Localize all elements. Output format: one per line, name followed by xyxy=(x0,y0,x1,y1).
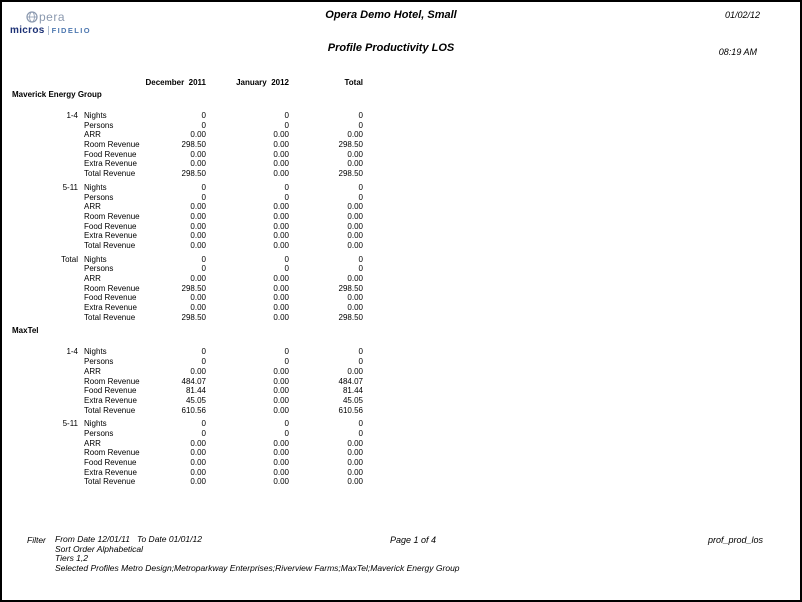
metric-label: Extra Revenue xyxy=(84,303,137,313)
metric-row xyxy=(2,477,367,487)
metric-value: 0.00 xyxy=(273,283,289,293)
metric-label: Persons xyxy=(84,428,114,438)
tier-label xyxy=(2,231,78,241)
metric-value: 0.00 xyxy=(273,395,289,405)
metric-row xyxy=(2,448,367,458)
tier-label xyxy=(2,169,78,179)
metric-value: 0 xyxy=(358,428,363,438)
metric-row xyxy=(2,347,367,357)
metric-label: Nights xyxy=(84,347,107,357)
metric-label: Room Revenue xyxy=(84,448,140,458)
metric-row xyxy=(2,419,367,429)
column-headers xyxy=(2,78,367,90)
filter-line: Selected Profiles Metro Design;Metroparkway Enterprises;Riverview Farms;MaxTel;Maverick Energy Group xyxy=(55,562,460,573)
metric-value: 0 xyxy=(201,120,206,130)
metric-value: 0.00 xyxy=(273,274,289,283)
metric-label: Nights xyxy=(84,419,107,429)
tier-block xyxy=(2,347,367,415)
metric-value: 0.00 xyxy=(190,458,206,467)
metric-row xyxy=(2,140,367,150)
group-block xyxy=(2,326,367,487)
metric-value: 0.00 xyxy=(347,303,363,313)
metric-row xyxy=(2,255,367,265)
metric-label: Nights xyxy=(84,254,107,264)
metric-row xyxy=(2,303,367,313)
metric-value: 298.50 xyxy=(338,312,363,322)
metric-label: Extra Revenue xyxy=(84,231,137,241)
group-block xyxy=(2,90,367,322)
report-code: prof_prod_los xyxy=(707,535,763,545)
metric-value: 0.00 xyxy=(273,130,289,140)
tier-label xyxy=(2,458,78,468)
filter-line: From Date 12/01/11 To Date 01/01/12 xyxy=(55,534,202,544)
metric-label: ARR xyxy=(84,130,101,140)
metric-value: 0.00 xyxy=(347,221,363,231)
metric-row xyxy=(2,293,367,303)
metric-label: Total Revenue xyxy=(84,169,136,179)
metric-value: 298.50 xyxy=(338,140,363,150)
tier-label xyxy=(2,241,78,251)
metric-value: 0.00 xyxy=(190,366,206,376)
metric-row xyxy=(2,193,367,203)
metric-value: 0.00 xyxy=(347,458,363,467)
metric-value: 0.00 xyxy=(190,231,206,241)
metric-value: 298.50 xyxy=(181,169,206,179)
metric-value: 0 xyxy=(201,182,206,192)
metric-value: 45.05 xyxy=(185,395,206,405)
metric-value: 0 xyxy=(358,254,363,264)
metric-row xyxy=(2,367,367,377)
metric-value: 0.00 xyxy=(273,202,289,212)
metric-value: 610.56 xyxy=(181,405,206,415)
metric-value: 0.00 xyxy=(273,221,289,231)
metric-value: 484.07 xyxy=(181,376,206,386)
column-header-month-2: January 2012 xyxy=(236,78,289,87)
metric-value: 610.56 xyxy=(338,405,363,415)
group-name: Maverick Energy Group xyxy=(12,90,102,99)
metric-value: 0.00 xyxy=(347,477,363,487)
tier-label xyxy=(2,140,78,150)
logo-divider xyxy=(48,26,49,35)
metric-value: 0.00 xyxy=(273,405,289,415)
tier-label xyxy=(2,477,78,487)
metric-row xyxy=(2,241,367,251)
metric-value: 0.00 xyxy=(347,159,363,169)
metric-value: 0.00 xyxy=(190,240,206,250)
metric-label: Food Revenue xyxy=(84,293,137,303)
tier-label xyxy=(2,448,78,458)
metric-row xyxy=(2,313,367,323)
metric-value: 0.00 xyxy=(273,438,289,448)
metric-value: 0 xyxy=(284,419,289,429)
metric-value: 0 xyxy=(201,357,206,367)
tier-label: 1-4 xyxy=(66,111,78,120)
report-table xyxy=(2,78,367,491)
metric-label: ARR xyxy=(84,274,101,283)
metric-value: 0 xyxy=(201,419,206,429)
opera-wordmark: pera xyxy=(39,10,66,24)
tier-label: 5-11 xyxy=(62,419,78,429)
tier-label xyxy=(2,468,78,478)
metric-value: 45.05 xyxy=(342,395,363,405)
metric-label: Extra Revenue xyxy=(84,395,137,405)
metric-value: 0 xyxy=(201,192,206,202)
metric-value: 0.00 xyxy=(347,149,363,159)
metric-label: Room Revenue xyxy=(84,376,140,386)
report-date: 01/02/12 xyxy=(724,10,760,20)
filter-line: Sort Order Alphabetical xyxy=(55,543,144,554)
metric-value: 0 xyxy=(201,254,206,264)
metric-value: 0 xyxy=(284,111,289,120)
tier-block xyxy=(2,255,367,323)
metric-value: 0.00 xyxy=(347,438,363,448)
metric-value: 0.00 xyxy=(190,202,206,212)
metric-row xyxy=(2,159,367,169)
metric-label: Nights xyxy=(84,182,107,192)
metric-value: 0 xyxy=(358,111,363,120)
filter-line: Tiers 1,2 xyxy=(55,553,88,563)
metric-value: 0.00 xyxy=(347,274,363,283)
metric-label: Nights xyxy=(84,111,107,120)
metric-value: 0.00 xyxy=(273,149,289,159)
tier-label xyxy=(2,303,78,313)
metric-value: 0.00 xyxy=(273,211,289,221)
metric-value: 0.00 xyxy=(273,159,289,169)
metric-label: Room Revenue xyxy=(84,211,140,221)
metric-value: 0 xyxy=(358,357,363,367)
metric-value: 0.00 xyxy=(190,130,206,140)
metric-value: 0.00 xyxy=(190,448,206,458)
tier-label xyxy=(2,222,78,232)
metric-value: 298.50 xyxy=(181,283,206,293)
metric-label: Total Revenue xyxy=(84,312,136,322)
metric-value: 0.00 xyxy=(347,240,363,250)
metric-row xyxy=(2,396,367,406)
metric-value: 0.00 xyxy=(273,293,289,303)
tier-label xyxy=(2,202,78,212)
metric-value: 0.00 xyxy=(273,312,289,322)
metric-value: 0.00 xyxy=(273,303,289,313)
micros-fidelio-logo xyxy=(10,25,91,36)
tier-label xyxy=(2,439,78,449)
tier-label: Total xyxy=(61,254,78,264)
column-header-total: Total xyxy=(344,78,363,87)
tier-label xyxy=(2,313,78,323)
metric-value: 0 xyxy=(358,120,363,130)
metric-value: 81.44 xyxy=(342,386,363,396)
metric-value: 0.00 xyxy=(190,303,206,313)
metric-value: 0.00 xyxy=(347,202,363,212)
metric-row xyxy=(2,202,367,212)
metric-value: 0.00 xyxy=(273,467,289,477)
filter-label: Filter xyxy=(27,535,46,545)
metric-value: 0.00 xyxy=(190,149,206,159)
metric-label: ARR xyxy=(84,438,101,448)
tier-block xyxy=(2,111,367,179)
metric-label: Extra Revenue xyxy=(84,159,137,169)
tier-label xyxy=(2,150,78,160)
page-number: Page 1 of 4 xyxy=(390,535,437,545)
metric-row xyxy=(2,406,367,416)
metric-value: 0 xyxy=(284,357,289,367)
metric-value: 0.00 xyxy=(273,240,289,250)
metric-value: 0.00 xyxy=(347,448,363,458)
tier-label: 1-4 xyxy=(66,347,78,357)
metric-label: Total Revenue xyxy=(84,240,136,250)
tier-label xyxy=(2,386,78,396)
metric-row xyxy=(2,458,367,468)
metric-value: 0.00 xyxy=(190,438,206,448)
metric-value: 0 xyxy=(284,120,289,130)
metric-label: Persons xyxy=(84,264,114,274)
metric-value: 0.00 xyxy=(190,221,206,231)
metric-label: Room Revenue xyxy=(84,140,140,150)
metric-label: Total Revenue xyxy=(84,405,136,415)
metric-value: 0 xyxy=(284,347,289,357)
metric-label: Food Revenue xyxy=(84,149,137,159)
metric-value: 0 xyxy=(358,182,363,192)
tier-label xyxy=(2,159,78,169)
metric-value: 0.00 xyxy=(347,130,363,140)
metric-value: 0 xyxy=(201,264,206,274)
metric-value: 0.00 xyxy=(347,293,363,303)
metric-row xyxy=(2,111,367,121)
column-header-month-1: December 2011 xyxy=(145,78,206,87)
tier-label xyxy=(2,396,78,406)
metric-label: ARR xyxy=(84,366,101,376)
metric-value: 0 xyxy=(284,192,289,202)
tier-label xyxy=(2,193,78,203)
metric-value: 0.00 xyxy=(190,477,206,487)
metric-label: Persons xyxy=(84,192,114,202)
tier-label xyxy=(2,130,78,140)
metric-value: 0.00 xyxy=(273,458,289,467)
metric-value: 0 xyxy=(201,428,206,438)
metric-value: 0 xyxy=(358,264,363,274)
metric-value: 81.44 xyxy=(185,386,206,396)
metric-value: 0.00 xyxy=(347,467,363,477)
metric-value: 0.00 xyxy=(273,366,289,376)
metric-value: 0.00 xyxy=(190,211,206,221)
report-time: 08:19 AM xyxy=(718,47,757,57)
metric-label: Extra Revenue xyxy=(84,467,137,477)
tier-block xyxy=(2,183,367,251)
metric-value: 298.50 xyxy=(338,169,363,179)
tier-label xyxy=(2,121,78,131)
tier-label xyxy=(2,377,78,387)
metric-row xyxy=(2,274,367,284)
tier-label xyxy=(2,429,78,439)
tier-block xyxy=(2,419,367,487)
tier-label xyxy=(2,284,78,294)
metric-row xyxy=(2,231,367,241)
metric-label: ARR xyxy=(84,202,101,212)
metric-row xyxy=(2,222,367,232)
metric-value: 0 xyxy=(358,347,363,357)
hotel-name: Opera Demo Hotel, Small xyxy=(325,9,457,21)
metric-value: 0.00 xyxy=(347,231,363,241)
metric-value: 0 xyxy=(358,192,363,202)
metric-value: 0.00 xyxy=(273,376,289,386)
metric-value: 0.00 xyxy=(273,169,289,179)
metric-row xyxy=(2,439,367,449)
metric-row xyxy=(2,468,367,478)
metric-label: Food Revenue xyxy=(84,458,137,467)
metric-row xyxy=(2,150,367,160)
tier-label xyxy=(2,274,78,284)
metric-value: 0.00 xyxy=(190,159,206,169)
metric-value: 0.00 xyxy=(273,140,289,150)
metric-value: 0.00 xyxy=(347,211,363,221)
tier-label xyxy=(2,367,78,377)
report-title: Profile Productivity LOS xyxy=(327,42,455,54)
metric-label: Food Revenue xyxy=(84,386,137,396)
metric-row xyxy=(2,212,367,222)
tier-label xyxy=(2,264,78,274)
metric-value: 0 xyxy=(284,182,289,192)
metric-value: 484.07 xyxy=(338,376,363,386)
metric-value: 0.00 xyxy=(273,231,289,241)
metric-row xyxy=(2,130,367,140)
fidelio-wordmark: FIDELIO xyxy=(51,26,91,35)
metric-row xyxy=(2,264,367,274)
metric-value: 0.00 xyxy=(273,448,289,458)
metric-value: 298.50 xyxy=(181,140,206,150)
metric-row xyxy=(2,429,367,439)
metric-value: 0.00 xyxy=(190,467,206,477)
metric-value: 298.50 xyxy=(338,283,363,293)
metric-value: 0.00 xyxy=(190,293,206,303)
tier-label: 5-11 xyxy=(62,182,78,192)
metric-label: Persons xyxy=(84,120,114,130)
metric-row xyxy=(2,357,367,367)
metric-row xyxy=(2,121,367,131)
metric-row xyxy=(2,386,367,396)
metric-row xyxy=(2,169,367,179)
metric-value: 0 xyxy=(201,347,206,357)
metric-label: Room Revenue xyxy=(84,283,140,293)
tier-label xyxy=(2,357,78,367)
metric-value: 0 xyxy=(201,111,206,120)
metric-row xyxy=(2,377,367,387)
metric-value: 0.00 xyxy=(273,477,289,487)
report-body xyxy=(2,90,367,487)
metric-label: Total Revenue xyxy=(84,477,136,487)
tier-label xyxy=(2,212,78,222)
metric-value: 0 xyxy=(284,428,289,438)
tier-label xyxy=(2,406,78,416)
metric-row xyxy=(2,183,367,193)
metric-value: 0 xyxy=(284,264,289,274)
metric-value: 0.00 xyxy=(190,274,206,283)
tier-label xyxy=(2,293,78,303)
metric-value: 0 xyxy=(358,419,363,429)
micros-wordmark: micros xyxy=(10,25,45,36)
metric-label: Food Revenue xyxy=(84,221,137,231)
metric-value: 298.50 xyxy=(181,312,206,322)
metric-label: Persons xyxy=(84,357,114,367)
metric-value: 0.00 xyxy=(347,366,363,376)
metric-value: 0.00 xyxy=(273,386,289,396)
metric-value: 0 xyxy=(284,254,289,264)
group-name: MaxTel xyxy=(12,326,39,336)
metric-row xyxy=(2,284,367,294)
